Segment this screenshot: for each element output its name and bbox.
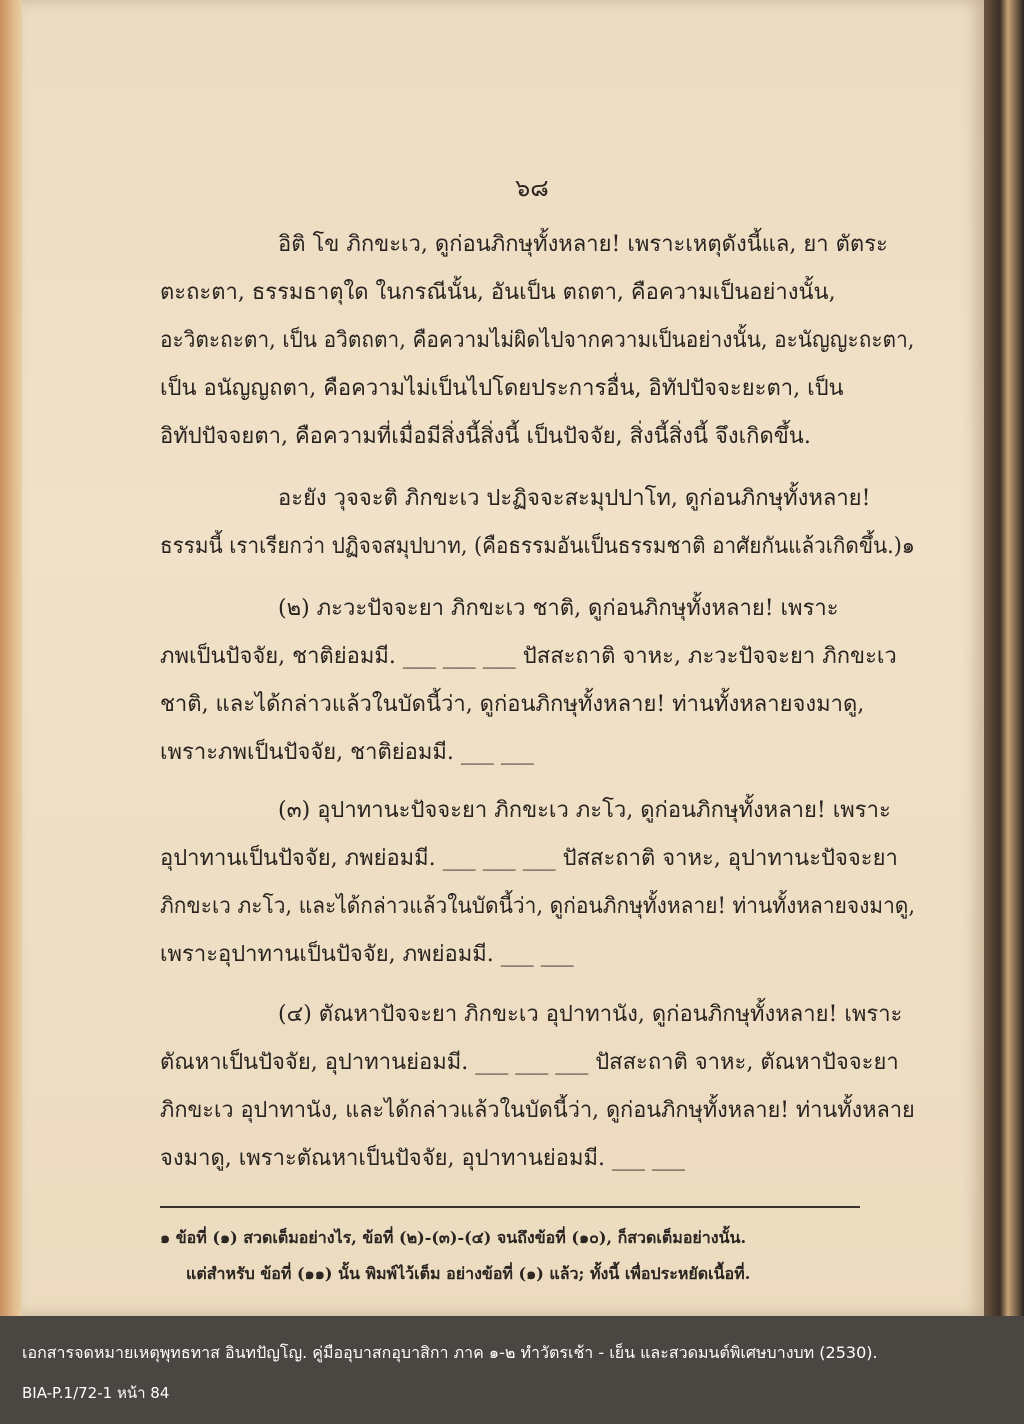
text-line: ตะถะตา, ธรรมธาตุใด ในกรณีนั้น, อันเป็น ตถตา, คือความเป็นอย่างนั้น, (160, 280, 836, 305)
text-line: ภพเป็นปัจจัย, ชาติย่อมมี. ___ ___ ___ ปัสสะถาติ จาหะ, ภะวะปัจจะยา ภิกขะเว (160, 644, 897, 669)
text-line: อะยัง วุจจะติ ภิกขะเว ปะฏิจจะสะมุปปาโท, ดูก่อนภิกษุทั้งหลาย! (278, 486, 871, 511)
text-line: อะวิตะถะตา, เป็น อวิตถตา, คือความไม่ผิดไปจากความเป็นอย่างนั้น, อะนัญญะถะตา, (160, 328, 915, 353)
text-line: ชาติ, และได้กล่าวแล้วในบัดนี้ว่า, ดูก่อนภิกษุทั้งหลาย! ท่านทั้งหลายจงมาดู, (160, 692, 865, 717)
text-line: เพราะภพเป็นปัจจัย, ชาติย่อมมี. ___ ___ (160, 740, 534, 765)
text-line: อิทัปปัจจยตา, คือความที่เมื่อมีสิ่งนี้สิ่งนี้ เป็นปัจจัย, สิ่งนี้สิ่งนี้ จึงเกิดขึ้น. (160, 424, 811, 449)
page-number: ๖๘ (515, 174, 549, 202)
text-line: ธรรมนี้ เราเรียกว่า ปฏิจจสมุปบาท, (คือธรรมอันเป็นธรรมชาติ อาศัยกันแล้วเกิดขึ้น.)๑ (160, 534, 915, 559)
page-edge (0, 0, 22, 1316)
caption-bar (0, 1316, 1024, 1424)
text-line: ภิกขะเว ภะโว, และได้กล่าวแล้วในบัดนี้ว่า, ดูก่อนภิกษุทั้งหลาย! ท่านทั้งหลายจงมาดู, (160, 894, 916, 919)
text-line: อุปาทานเป็นปัจจัย, ภพย่อมมี. ___ ___ ___ ปัสสะถาติ จาหะ, อุปาทานะปัจจะยา (160, 846, 898, 871)
footnote: ๑ ข้อที่ (๑) สวดเต็มอย่างไร, ข้อที่ (๒)-(๓)-(๔) จนถึงข้อที่ (๑๐), ก็สวดเต็มอย่างนั้น. (160, 1228, 747, 1247)
caption-reference: BIA-P.1/72-1 หน้า 84 (22, 1384, 170, 1402)
text-line: อิติ โข ภิกขะเว, ดูก่อนภิกษุทั้งหลาย! เพราะเหตุดังนี้แล, ยา ตัตระ (278, 232, 888, 257)
footnote-divider (160, 1206, 860, 1208)
caption-title: เอกสารจดหมายเหตุพุทธทาส อินทปัญโญ. คู่มืออุบาสกอุบาสิกา ภาค ๑-๒ ทำวัตรเช้า - เย็น และสวดมนต์พิเศษบางบท (2530). (22, 1343, 878, 1362)
text-line: เป็น อนัญญถตา, คือความไม่เป็นไปโดยประการอื่น, อิทัปปัจจะยะตา, เป็น (160, 376, 844, 401)
text-line: (๒) ภะวะปัจจะยา ภิกขะเว ชาติ, ดูก่อนภิกษุทั้งหลาย! เพราะ (278, 596, 839, 621)
text-line: (๔) ตัณหาปัจจะยา ภิกขะเว อุปาทานัง, ดูก่อนภิกษุทั้งหลาย! เพราะ (278, 1002, 903, 1027)
book-gutter (984, 0, 1024, 1316)
text-line: ภิกขะเว อุปาทานัง, และได้กล่าวแล้วในบัดนี้ว่า, ดูก่อนภิกษุทั้งหลาย! ท่านทั้งหลาย (160, 1098, 915, 1123)
text-line: (๓) อุปาทานะปัจจะยา ภิกขะเว ภะโว, ดูก่อนภิกษุทั้งหลาย! เพราะ (278, 798, 891, 823)
footnote: แต่สำหรับ ข้อที่ (๑๑) นั้น พิมพ์ไว้เต็ม อย่างข้อที่ (๑) แล้ว; ทั้งนี้ เพื่อประหยัดเนื้อที่. (186, 1264, 751, 1283)
text-line: เพราะอุปาทานเป็นปัจจัย, ภพย่อมมี. ___ ___ (160, 942, 574, 967)
text-line: จงมาดู, เพราะตัณหาเป็นปัจจัย, อุปาทานย่อมมี. ___ ___ (160, 1146, 685, 1171)
text-line: ตัณหาเป็นปัจจัย, อุปาทานย่อมมี. ___ ___ ___ ปัสสะถาติ จาหะ, ตัณหาปัจจะยา (160, 1050, 899, 1075)
